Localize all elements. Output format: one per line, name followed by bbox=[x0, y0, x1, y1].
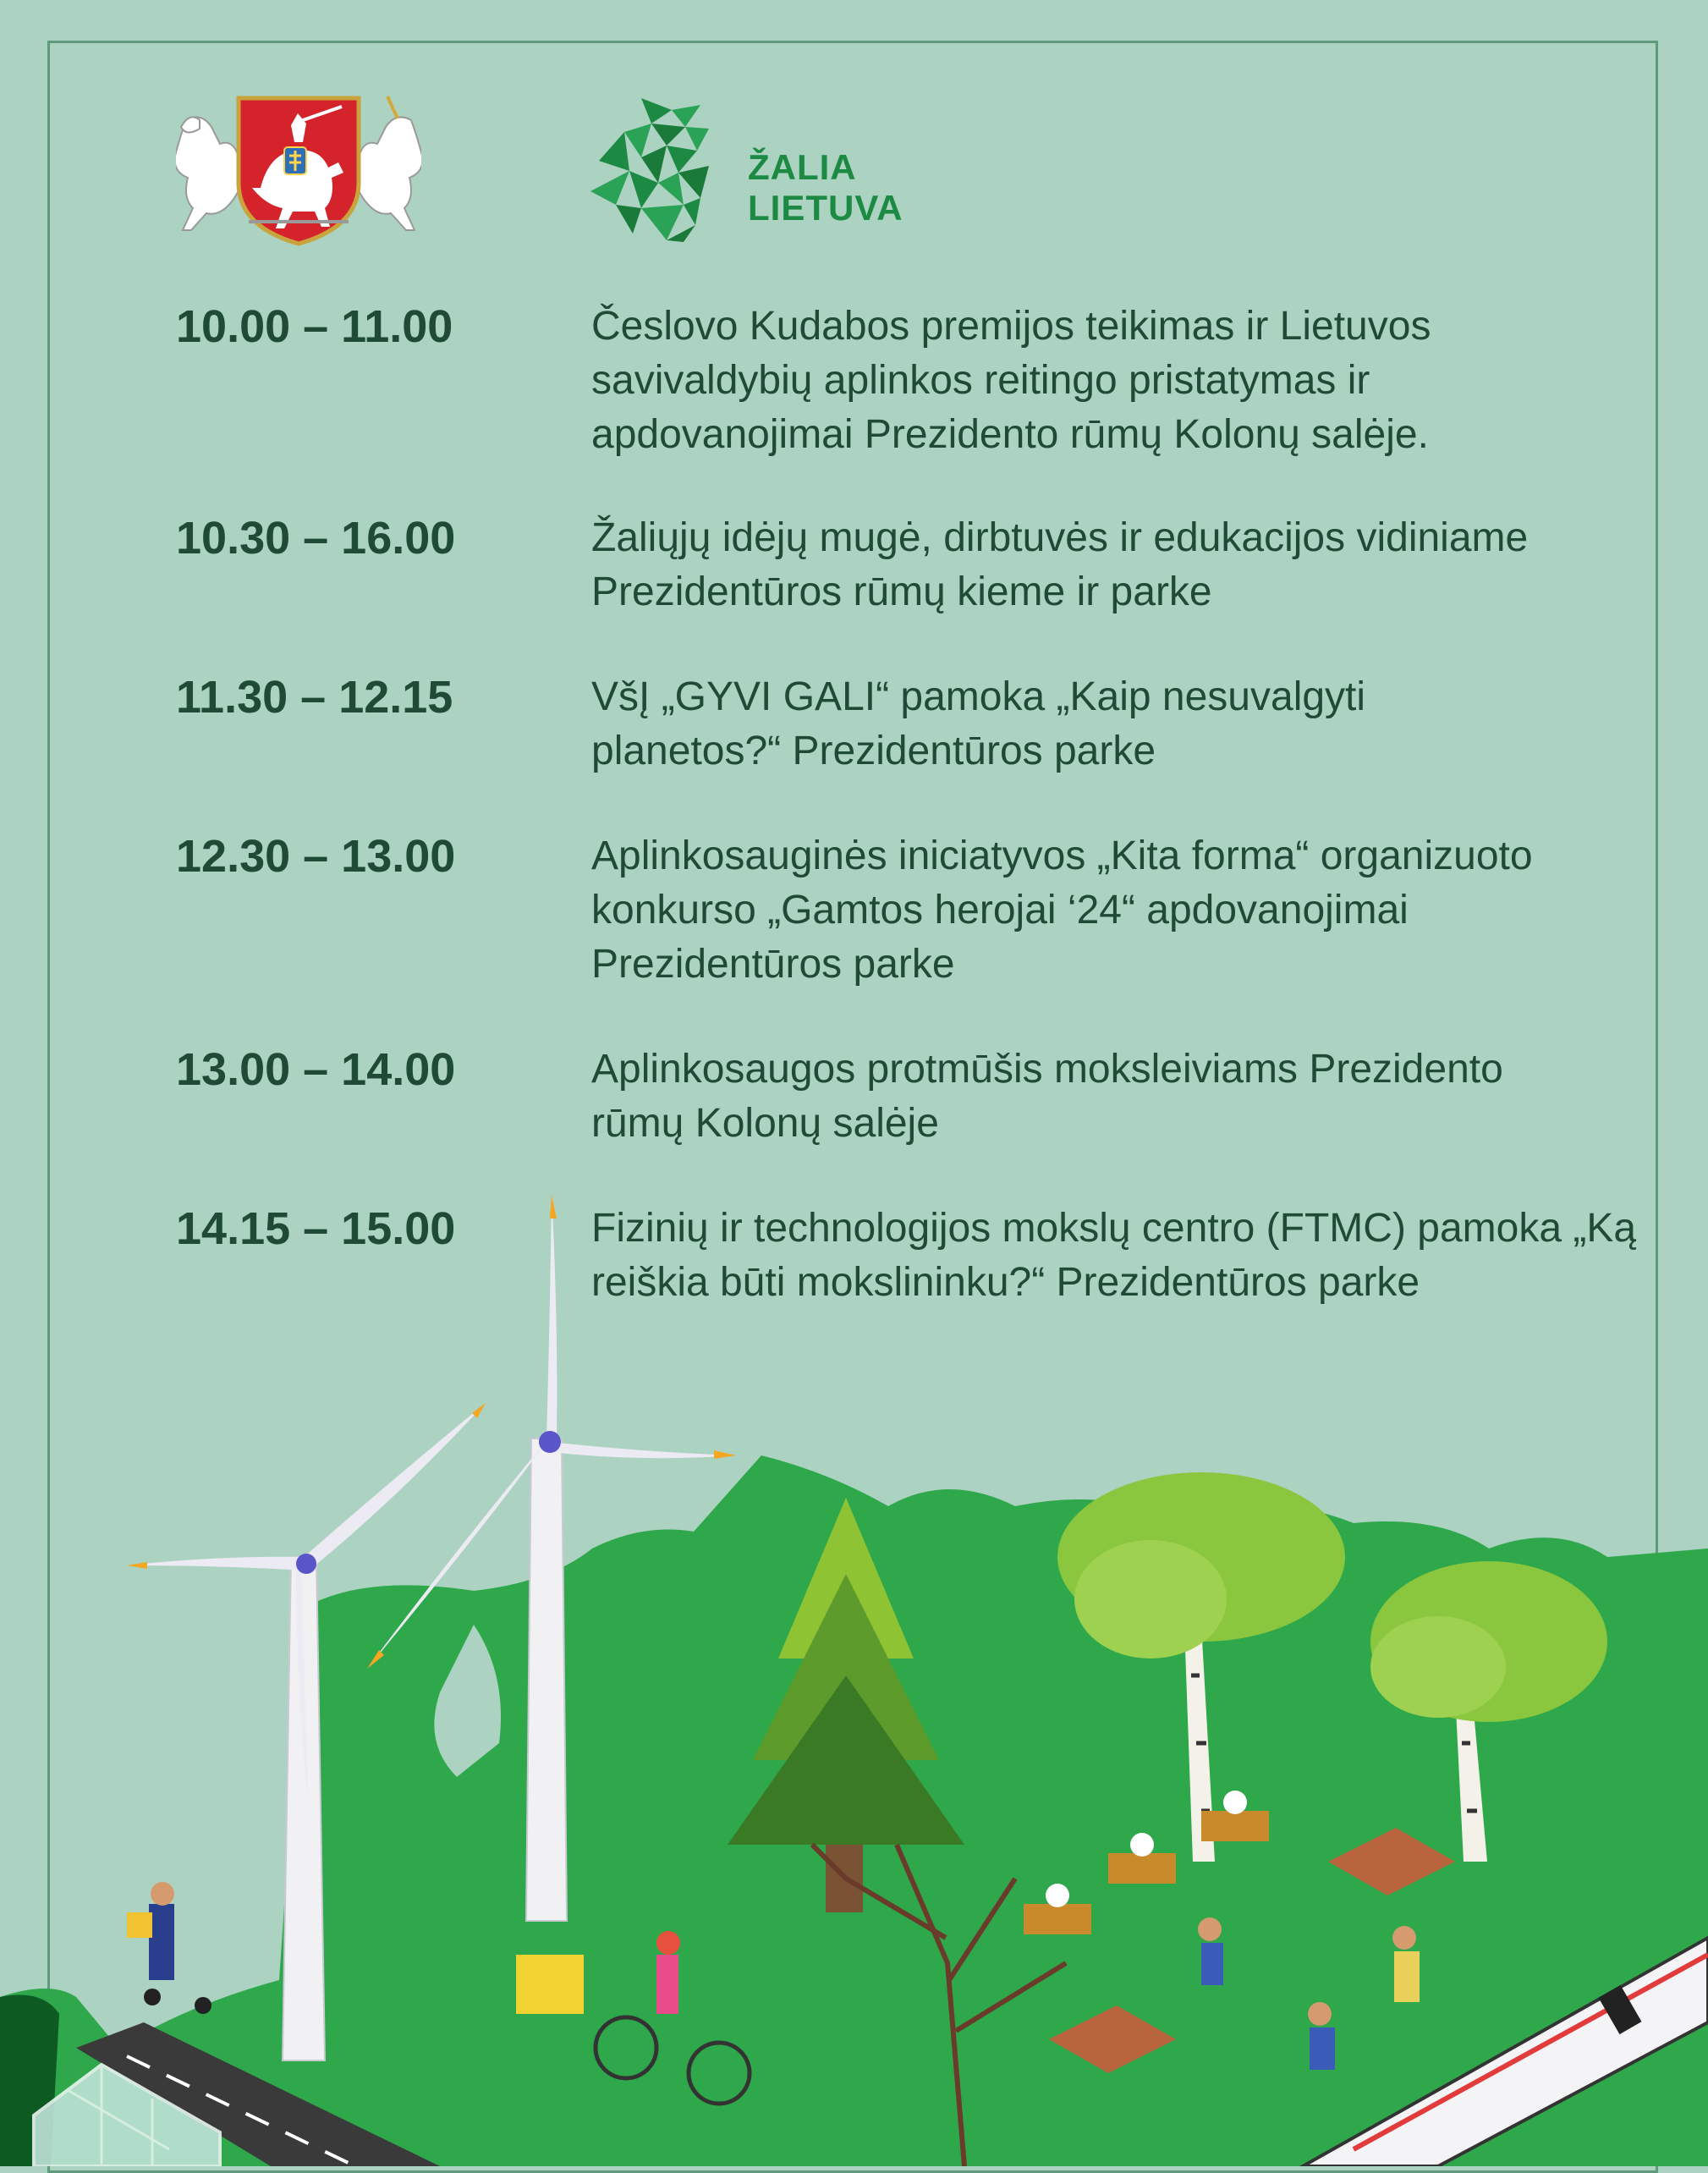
schedule-description: Aplinkosaugos protmūšis moksleiviams Prezidento rūmų Kolonų salėje bbox=[591, 1047, 1503, 1146]
schedule-time: 10.30 – 16.00 bbox=[176, 513, 456, 564]
schedule-item bbox=[176, 670, 1631, 829]
schedule-description: Česlovo Kudabos premijos teikimas ir Lietuvos savivaldybių aplinkos reitingo pristatymas ir apdovanojimai Prezidento rūmų Kolonų salėje. bbox=[591, 304, 1431, 457]
logo-bar bbox=[176, 95, 903, 247]
schedule-time: 11.30 – 12.15 bbox=[176, 672, 453, 723]
scooter-rider bbox=[127, 1882, 211, 2014]
schedule-description: Žaliųjų idėjų mugė, dirbtuvės ir edukacijos vidiniame Prezidentūros rūmų kieme ir parke bbox=[591, 515, 1529, 614]
schedule-time: 13.00 – 14.00 bbox=[176, 1044, 456, 1095]
brand-name bbox=[748, 147, 903, 228]
schedule-item bbox=[176, 829, 1631, 1042]
schedule-time: 14.15 – 15.00 bbox=[176, 1203, 456, 1254]
brand-name-line2: LIETUVA bbox=[748, 188, 903, 228]
schedule-time: 10.00 – 11.00 bbox=[176, 301, 453, 352]
brand-name-line1: ŽALIA bbox=[748, 147, 857, 187]
green-lithuania-knight-icon bbox=[590, 98, 726, 242]
zalia-lietuva-logo bbox=[590, 98, 912, 247]
schedule-description: VšĮ „GYVI GALI“ pamoka „Kaip nesuvalgyti planetos?“ Prezidentūros parke bbox=[591, 674, 1366, 773]
schedule-item bbox=[176, 511, 1631, 670]
schedule-time: 12.30 – 13.00 bbox=[176, 831, 456, 882]
schedule-item bbox=[176, 300, 1631, 511]
coat-of-arms-icon bbox=[176, 95, 421, 247]
schedule-description: Aplinkosauginės iniciatyvos „Kita forma“ organizuoto konkurso „Gamtos herojai ‘24“ apdovanojimai Prezidentūros parke bbox=[591, 833, 1533, 987]
schedule-description: Fizinių ir technologijos mokslų centro (FTMC) pamoka „Ką reiškia būti mokslininku?“ Prezidentūros parke bbox=[591, 1206, 1637, 1305]
park-illustration bbox=[0, 1151, 1708, 2166]
